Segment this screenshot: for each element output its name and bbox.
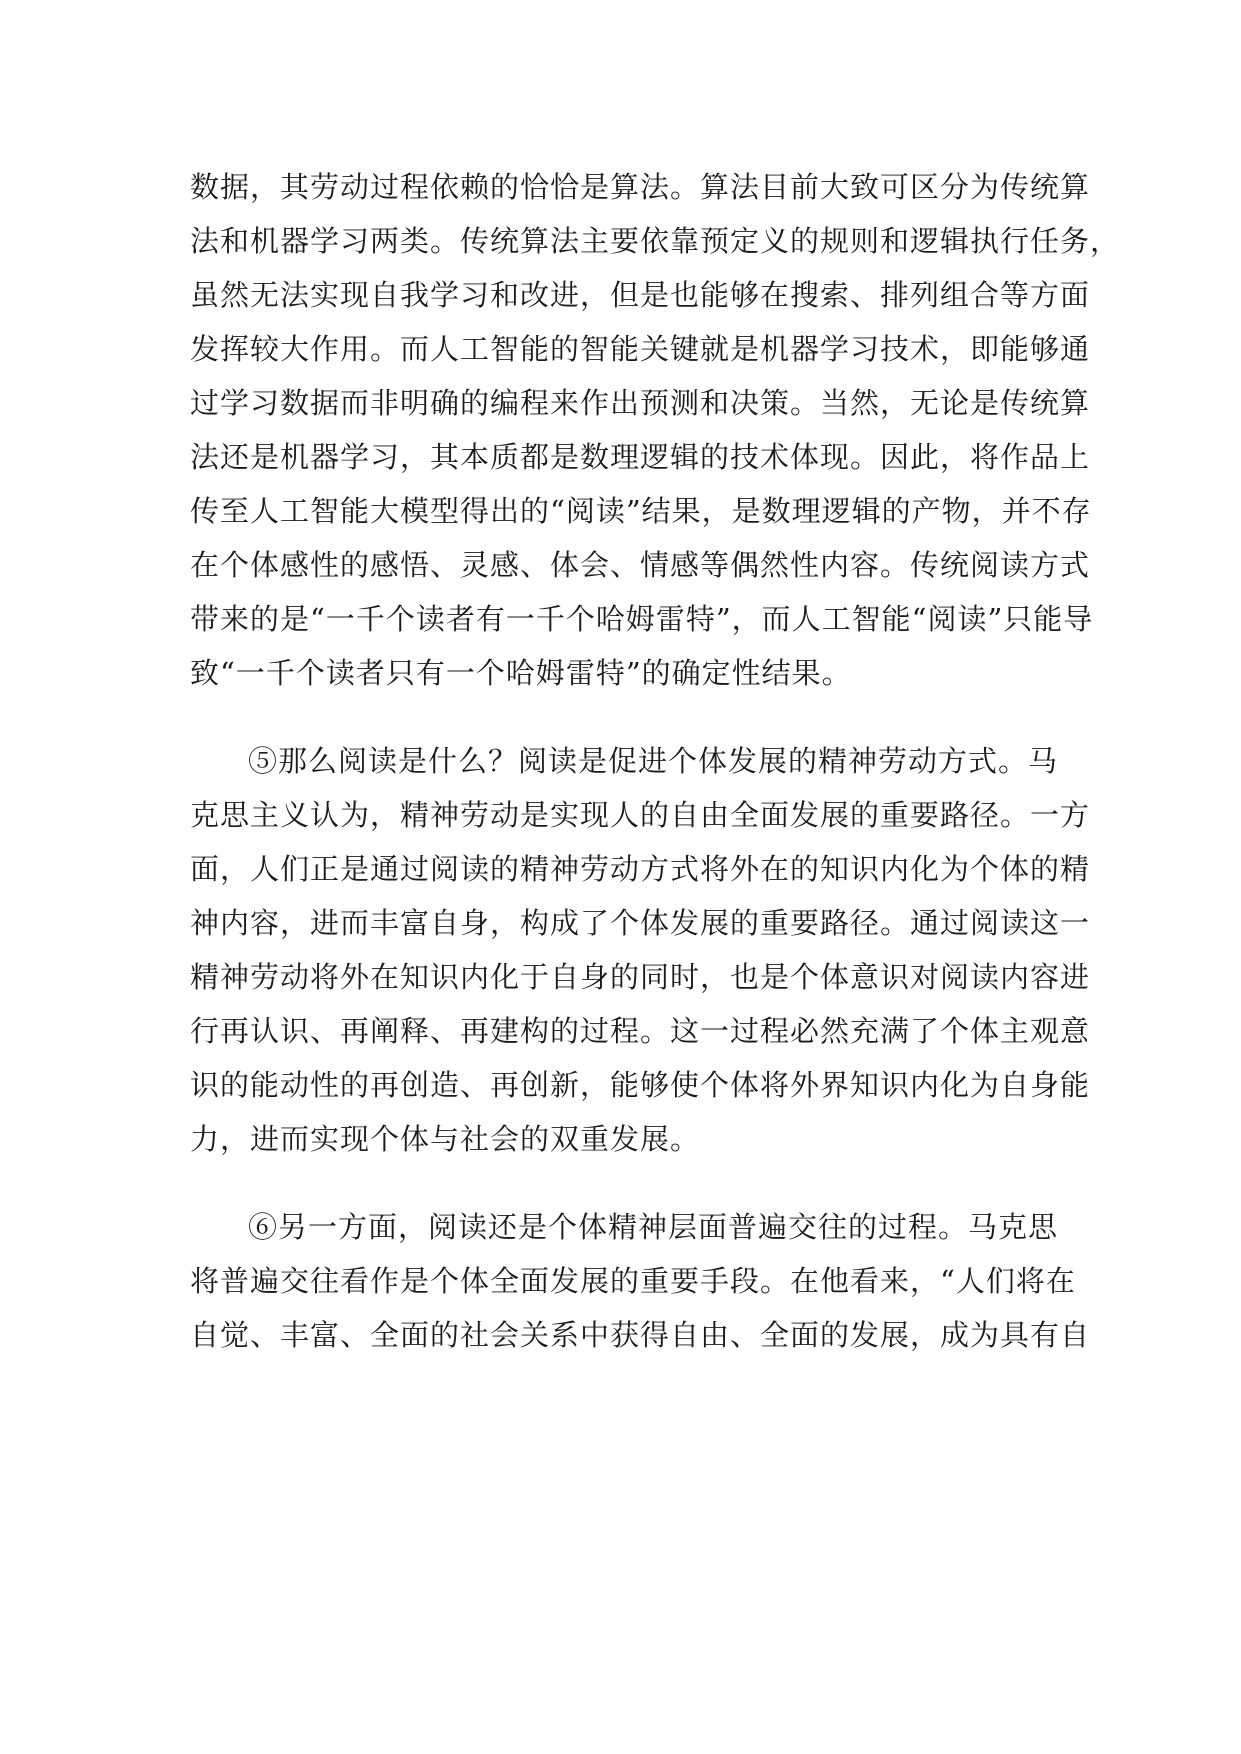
paragraph-spacer [190, 1166, 1090, 1200]
text-line: 克思主义认为，精神劳动是实现人的自由全面发展的重要路径。一方 [190, 798, 1091, 832]
text-line: ⑤那么阅读是什么？阅读是促进个体发展的精神劳动方式。马 [248, 744, 1059, 778]
text-line: 力，进而实现个体与社会的双重发展。 [190, 1122, 701, 1156]
text-line: 法和机器学习两类。传统算法主要依靠预定义的规则和逻辑执行任务， [190, 224, 1121, 258]
text-line: 传至人工智能大模型得出的“阅读”结果，是数理逻辑的产物，并不存 [190, 494, 1092, 528]
body-text [190, 160, 1121, 1362]
text-line: 精神劳动将外在知识内化于自身的同时，也是个体意识对阅读内容进 [190, 960, 1091, 994]
paragraph-6 [190, 1200, 1090, 1362]
paragraph-spacer [190, 700, 1090, 734]
paragraph-1 [190, 160, 1121, 700]
paragraph-5 [190, 734, 1090, 1166]
text-line: 识的能动性的再创造、再创新，能够使个体将外界知识内化为自身能 [190, 1068, 1091, 1102]
text-line: 将普遍交往看作是个体全面发展的重要手段。在他看来，“人们将在 [190, 1264, 1076, 1298]
text-line: 过学习数据而非明确的编程来作出预测和决策。当然，无论是传统算 [190, 386, 1091, 420]
text-line: 在个体感性的感悟、灵感、体会、情感等偶然性内容。传统阅读方式 [190, 548, 1091, 582]
text-line: 带来的是“一千个读者有一千个哈姆雷特”，而人工智能“阅读”只能导 [190, 602, 1094, 636]
text-line: 数据，其劳动过程依赖的恰恰是算法。算法目前大致可区分为传统算 [190, 170, 1091, 204]
text-line: 行再认识、再阐释、再建构的过程。这一过程必然充满了个体主观意 [190, 1014, 1091, 1048]
text-line: ⑥另一方面，阅读还是个体精神层面普遍交往的过程。马克思 [248, 1210, 1059, 1244]
text-line: 神内容，进而丰富自身，构成了个体发展的重要路径。通过阅读这一 [190, 906, 1091, 940]
text-line: 法还是机器学习，其本质都是数理逻辑的技术体现。因此，将作品上 [190, 440, 1091, 474]
text-line: 发挥较大作用。而人工智能的智能关键就是机器学习技术，即能够通 [190, 332, 1091, 366]
text-line: 虽然无法实现自我学习和改进，但是也能够在搜索、排列组合等方面 [190, 278, 1091, 312]
text-line: 面，人们正是通过阅读的精神劳动方式将外在的知识内化为个体的精 [190, 852, 1091, 886]
text-line: 致“一千个读者只有一个哈姆雷特”的确定性结果。 [190, 656, 852, 690]
text-line: 自觉、丰富、全面的社会关系中获得自由、全面的发展，成为具有自 [190, 1318, 1091, 1352]
